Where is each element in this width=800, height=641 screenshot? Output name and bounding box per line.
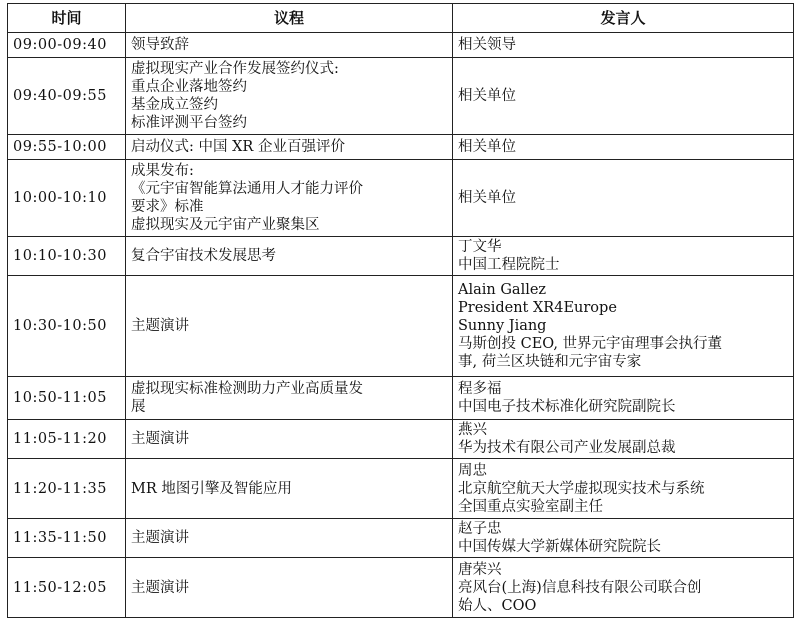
table-row — [8, 160, 794, 237]
agenda-table — [7, 3, 794, 618]
topic-line: 《元宇宙智能算法通用人才能力评价 — [131, 181, 363, 197]
topic-cell — [126, 420, 453, 459]
topic-line: 重点企业落地签约 — [131, 79, 247, 95]
speaker-cell — [453, 58, 794, 135]
topic-line: 虚拟现实标准检测助力产业高质量发 — [131, 381, 363, 397]
speaker-line: Alain Gallez — [458, 282, 547, 298]
topic-cell — [126, 519, 453, 558]
table-row — [8, 135, 794, 160]
speaker-line: 中国传媒大学新媒体研究院院长 — [458, 539, 661, 555]
topic-line: 主题演讲 — [131, 318, 189, 334]
speaker-line: 马斯创投 CEO, 世界元宇宙理事会执行董 — [458, 336, 723, 352]
speaker-line: 全国重点实验室副主任 — [458, 498, 603, 515]
agenda-body — [8, 33, 794, 618]
table-row — [8, 420, 794, 459]
topic-line: 启动仪式: 中国 XR 企业百强评价 — [131, 139, 345, 155]
topic-line: 成果发布: — [131, 163, 194, 179]
speaker-line: 燕兴 — [458, 422, 487, 438]
speaker-line: 相关单位 — [458, 88, 516, 104]
speaker-line: 相关单位 — [458, 139, 516, 155]
speaker-cell — [453, 519, 794, 558]
speaker-line: 华为技术有限公司产业发展副总裁 — [458, 440, 676, 456]
time-cell: 11:05-11:20 — [8, 420, 126, 459]
topic-line: 标准评测平台签约 — [131, 115, 247, 131]
time-cell: 11:20-11:35 — [8, 459, 126, 519]
header-time: 时间 — [8, 4, 126, 33]
speaker-line: 丁文华 — [458, 239, 502, 255]
time-cell: 10:00-10:10 — [8, 160, 126, 237]
time-cell: 09:55-10:00 — [8, 135, 126, 160]
speaker-line: 北京航空航天大学虚拟现实技术与系统 — [458, 480, 705, 497]
time-cell: 11:50-12:05 — [8, 558, 126, 618]
topic-line: 领导致辞 — [131, 37, 189, 53]
topic-line: 虚拟现实产业合作发展签约仪式: — [131, 61, 339, 77]
topic-cell — [126, 558, 453, 618]
table-row — [8, 237, 794, 276]
speaker-line: 中国电子技术标准化研究院副院长 — [458, 399, 676, 415]
speaker-line: 始人、COO — [458, 597, 537, 614]
speaker-line: 相关领导 — [458, 37, 516, 53]
topic-line: MR 地图引擎及智能应用 — [131, 480, 292, 497]
speaker-line: 亮风台(上海)信息科技有限公司联合创 — [458, 579, 702, 596]
topic-line: 主题演讲 — [131, 431, 189, 447]
table-row — [8, 33, 794, 58]
topic-line: 主题演讲 — [131, 530, 189, 546]
topic-cell — [126, 135, 453, 160]
speaker-line: 唐荣兴 — [458, 561, 502, 578]
speaker-cell — [453, 237, 794, 276]
table-row — [8, 519, 794, 558]
topic-cell — [126, 160, 453, 237]
topic-cell — [126, 459, 453, 519]
topic-line: 基金成立签约 — [131, 97, 218, 113]
speaker-line: President XR4Europe — [458, 300, 617, 316]
speaker-cell — [453, 558, 794, 618]
topic-line: 要求》标准 — [131, 199, 204, 215]
speaker-cell — [453, 135, 794, 160]
topic-line: 复合宇宙技术发展思考 — [131, 248, 276, 264]
speaker-line: 相关单位 — [458, 190, 516, 206]
speaker-cell — [453, 459, 794, 519]
topic-cell — [126, 33, 453, 58]
speaker-line: 赵子忠 — [458, 521, 502, 537]
agenda-container — [7, 3, 794, 618]
time-cell: 09:00-09:40 — [8, 33, 126, 58]
table-row — [8, 377, 794, 420]
topic-line: 虚拟现实及元宇宙产业聚集区 — [131, 217, 320, 233]
topic-cell — [126, 237, 453, 276]
topic-cell — [126, 58, 453, 135]
speaker-line: 周忠 — [458, 462, 487, 479]
speaker-cell — [453, 33, 794, 58]
topic-line: 主题演讲 — [131, 579, 189, 596]
table-row — [8, 58, 794, 135]
topic-cell — [126, 276, 453, 377]
header-row — [8, 4, 794, 33]
time-cell: 11:35-11:50 — [8, 519, 126, 558]
time-cell: 09:40-09:55 — [8, 58, 126, 135]
time-cell: 10:50-11:05 — [8, 377, 126, 420]
speaker-line: 中国工程院院士 — [458, 257, 560, 273]
speaker-cell — [453, 377, 794, 420]
header-topic: 议程 — [126, 4, 453, 33]
topic-cell — [126, 377, 453, 420]
time-cell: 10:10-10:30 — [8, 237, 126, 276]
header-speaker: 发言人 — [453, 4, 794, 33]
speaker-cell — [453, 276, 794, 377]
speaker-cell — [453, 420, 794, 459]
speaker-line: 事, 荷兰区块链和元宇宙专家 — [458, 354, 642, 370]
table-row — [8, 558, 794, 618]
table-row — [8, 276, 794, 377]
speaker-line: 程多福 — [458, 381, 502, 397]
time-cell: 10:30-10:50 — [8, 276, 126, 377]
table-row — [8, 459, 794, 519]
speaker-line: Sunny Jiang — [458, 318, 547, 334]
topic-line: 展 — [131, 399, 146, 415]
speaker-cell — [453, 160, 794, 237]
